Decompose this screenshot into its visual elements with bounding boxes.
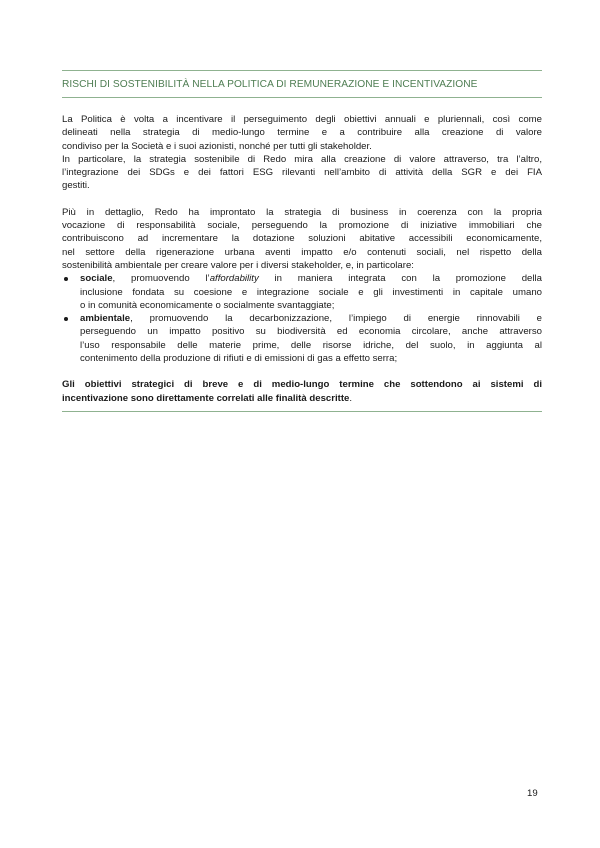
text-line [80,312,542,325]
paragraph-intro [62,113,542,193]
text-line: La Politica è volta a incentivare il perseguimento degli obiettivi annuali e pluriennali, così come [62,114,542,125]
bottom-divider [62,411,542,412]
list-item-ambientale [62,312,542,365]
text-line: l’integrazione dei SDGs e dei fattori ESG rilevanti nell’ambito di attività della SGR e dei FIA [62,167,542,179]
bullet-keyword: ambientale [80,313,131,325]
paragraph-details [62,206,542,272]
text-line: contribuiscono ad incrementare la dotazione soluzioni abitative accessibili economicamente, [62,233,542,245]
text-line: vocazione di responsabilità sociale, perseguendo la promozione di iniziative immobiliari che [62,220,542,232]
page-number: 19 [527,788,538,799]
text-line: perseguendo un impatto positivo su biodiversità ed economia circolare, anche attraverso [80,326,542,338]
text-line: contenimento della produzione di rifiuti e di emissioni di gas a effetto serra; [80,353,398,365]
text-line: Gli obiettivi strategici di breve e di medio-lungo termine che sottendono ai sistemi di [62,379,542,391]
text-line [62,392,542,405]
section-title: RISCHI DI SOSTENIBILITÀ NELLA POLITICA DI REMUNERAZIONE E INCENTIVAZIONE [62,79,478,90]
list-item-sociale [62,272,542,312]
text-run: , promuovendo la decarbonizzazione, l’impiego di energie rinnovabili e [130,313,542,325]
text-line [80,272,542,285]
text-run: in maniera integrata con la promozione della [258,273,542,285]
text-run: . [349,392,353,404]
text-line: sostenibilità ambientale per creare valore per i diversi stakeholder, e, in particolare: [62,259,414,271]
bullet-icon [64,277,68,281]
conclusion-paragraph [62,378,542,405]
text-run: , promuovendo l’ [112,273,210,285]
text-line: o in comunità economicamente o socialmente svantaggiate; [80,299,335,311]
text-line: delineati nella strategia di medio-lungo termine e a contribuire alla creazione di valore [62,127,542,139]
bullet-icon [64,317,68,321]
text-line: In particolare, la strategia sostenibile di Redo mira alla creazione di valore attraverso, tra l’altro, [62,153,542,165]
document-page [62,70,542,412]
bullet-keyword: sociale [80,273,113,285]
text-line: nel settore della rigenerazione urbana aventi impatto e/o contenuti sociali, nel rispetto della [62,246,542,258]
top-divider [62,70,542,71]
text-line: gestiti. [62,180,90,192]
text-run: incentivazione sono direttamente correlati alle finalità descritte [62,392,350,404]
text-line: inclusione fondata su coesione e integrazione sociale e gli investimenti in capitale umano [80,286,542,298]
text-line: l’uso responsabile delle materie prime, delle risorse idriche, del suolo, in aggiunta al [80,339,542,351]
bullet-list [62,272,542,365]
text-line: condiviso per la Società e i suoi azionisti, nonché per tutti gli stakeholder. [62,140,372,152]
italic-term: affordability [209,273,259,285]
text-line: Più in dettaglio, Redo ha improntato la strategia di business in coerenza con la propria [62,206,542,218]
